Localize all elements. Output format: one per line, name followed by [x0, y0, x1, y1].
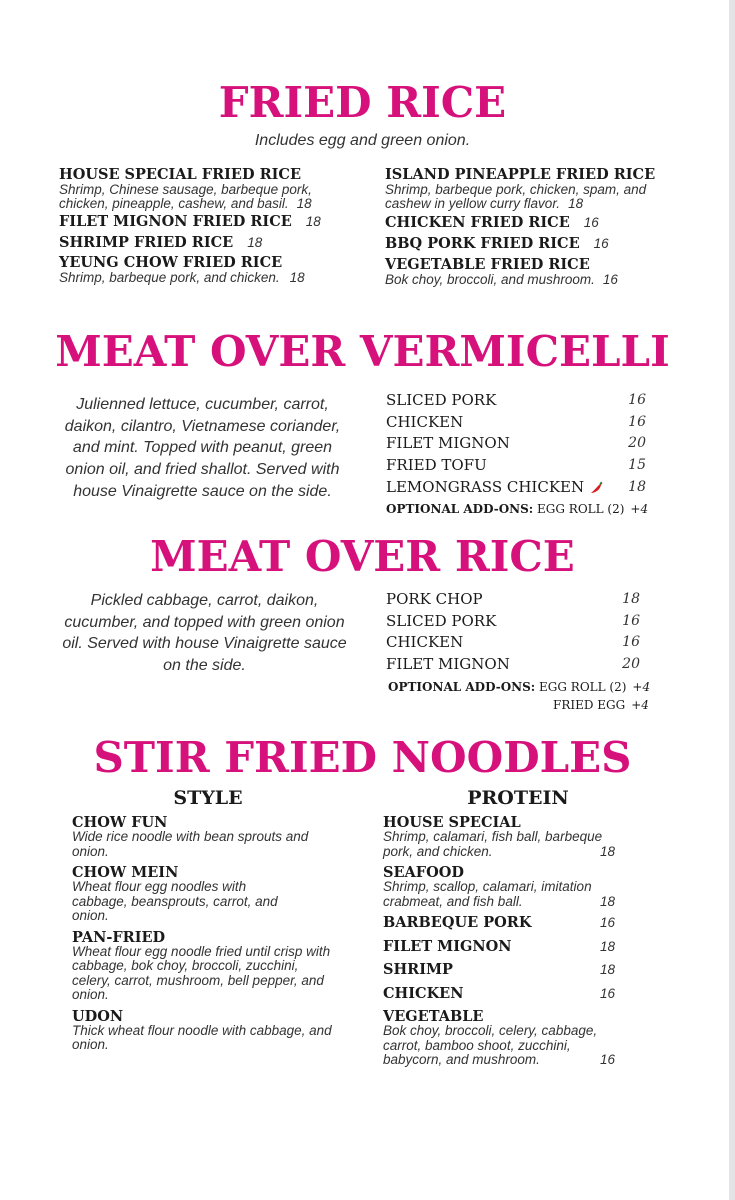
vermicelli-description: Julienned lettuce, cucumber, carrot, daikon, cilantro, Vietnamese coriander, and mint. Topped with peanut, green onion oil, and fried shallot. Served with house Vinaigrette sauce on the side. [64, 396, 341, 500]
addon-price: +4 [631, 698, 649, 712]
meat-over-rice-description: Pickled cabbage, carrot, daikon, cucumber, and topped with green onion oil. Served with house Vinaigrette sauce on the side. [62, 592, 347, 675]
addons-label: OPTIONAL ADD-ONS: [388, 680, 536, 694]
item-price: 16 [583, 215, 599, 230]
protein-header: PROTEIN [467, 787, 569, 809]
protein-name: SEAFOOD [383, 864, 464, 881]
noodle-style-item [72, 865, 340, 924]
chili-pepper-icon [588, 481, 604, 495]
item-desc-text: Shrimp, barbeque pork, and chicken. [59, 270, 280, 285]
item-desc-text: Shrimp, Chinese sausage, barbeque pork, chicken, pineapple, cashew, and basil. [59, 182, 312, 211]
addons-label: OPTIONAL ADD-ONS: [386, 501, 534, 516]
item-name: PORK CHOP [386, 590, 483, 608]
style-name: CHOW FUN [72, 814, 168, 831]
menu-item [386, 632, 640, 654]
item-price: 16 [622, 612, 640, 629]
item-price: 18 [628, 478, 646, 495]
protein-price: 18 [599, 962, 615, 977]
item-price: 18 [289, 270, 305, 285]
noodle-styles [72, 815, 340, 1053]
protein-name: CHICKEN [383, 984, 464, 1002]
meat-over-rice-items [386, 589, 640, 676]
vermicelli-title: MEAT OVER VERMICELLI [55, 327, 670, 376]
protein-price: 18 [599, 938, 615, 954]
item-description [59, 271, 329, 285]
style-description: Wheat flour egg noodle fried until crisp with cabbage, bok choy, broccoli, zucchini, celery, carrot, mushroom, bell pepper, and onion. [72, 943, 331, 1002]
noodle-style-item [72, 815, 340, 859]
menu-item [385, 257, 655, 287]
menu-item [385, 167, 655, 211]
item-price: 18 [305, 214, 321, 229]
item-name: HOUSE SPECIAL FRIED RICE [59, 166, 302, 183]
menu-item [59, 255, 329, 285]
protein-item [383, 939, 623, 955]
menu-item [59, 167, 329, 211]
protein-price: 16 [599, 985, 615, 1001]
addon-name: FRIED EGG [553, 698, 626, 712]
fried-rice-left-column [59, 167, 329, 285]
style-description: Thick wheat flour noodle with cabbage, and onion. [72, 1022, 332, 1052]
addon-price: +4 [630, 501, 649, 516]
protein-name: FILET MIGNON [383, 937, 512, 955]
protein-name: HOUSE SPECIAL [383, 814, 521, 831]
menu-item [386, 611, 640, 633]
item-name: CHICKEN [386, 412, 464, 431]
noodle-style-item [72, 1009, 340, 1053]
fried-rice-subtitle: Includes egg and green onion. [254, 132, 471, 149]
item-name: SHRIMP FRIED RICE [59, 234, 234, 251]
item-desc-text: Bok choy, broccoli, and mushroom. [385, 272, 595, 287]
addon-name: EGG ROLL (2) [537, 501, 625, 516]
menu-item [385, 236, 655, 252]
protein-description [383, 1024, 623, 1068]
optional-addons [388, 680, 650, 694]
protein-price: 18 [599, 893, 615, 909]
menu-item [386, 455, 646, 477]
fried-rice-right-column [385, 167, 655, 287]
style-name: UDON [72, 1007, 124, 1025]
item-price: 16 [593, 236, 609, 251]
protein-desc-text: Bok choy, broccoli, celery, cabbage, carrot, bamboo shoot, zucchini, babycorn, and mushroom. [383, 1023, 598, 1067]
style-header: STYLE [173, 787, 243, 809]
item-price: 16 [628, 413, 646, 430]
style-name: CHOW MEIN [72, 864, 179, 881]
item-name: FRIED TOFU [386, 456, 487, 475]
fried-rice-title: FRIED RICE [218, 78, 507, 127]
protein-price: 18 [599, 843, 615, 859]
item-description [385, 273, 655, 287]
menu-item [386, 589, 640, 611]
optional-addon-second [553, 698, 649, 712]
menu-item [386, 412, 646, 434]
protein-name: SHRIMP [383, 961, 453, 978]
style-description: Wheat flour egg noodles with cabbage, beansprouts, carrot, and onion. [72, 879, 278, 923]
protein-item [383, 915, 623, 931]
protein-price: 16 [599, 1052, 615, 1067]
menu-item [386, 477, 646, 499]
menu-item [386, 433, 646, 455]
item-description [385, 183, 655, 211]
item-price: 15 [628, 457, 646, 474]
protein-item [383, 1009, 623, 1068]
item-desc-text: Shrimp, barbeque pork, chicken, spam, and cashew in yellow curry flavor. [385, 182, 647, 211]
addon-name: EGG ROLL (2) [539, 680, 627, 694]
protein-item [383, 815, 623, 859]
item-name: SLICED PORK [386, 611, 497, 630]
item-name: FILET MIGNON FRIED RICE [59, 213, 292, 230]
item-price: 16 [622, 634, 640, 651]
style-name: PAN-FRIED [72, 928, 166, 946]
item-price: 18 [622, 591, 640, 607]
item-name: FILET MIGNON [386, 655, 510, 674]
item-name: FILET MIGNON [386, 434, 510, 453]
protein-desc-text: Shrimp, calamari, fish ball, barbeque pork, and chicken. [383, 829, 603, 859]
protein-item [383, 865, 623, 909]
item-price: 18 [247, 235, 263, 250]
menu-item [59, 214, 329, 230]
item-name: SLICED PORK [386, 391, 497, 409]
item-price: 16 [602, 272, 618, 287]
item-price: 16 [628, 392, 646, 408]
menu-item [386, 654, 640, 676]
noodle-style-item [72, 930, 340, 1003]
item-description [59, 183, 329, 211]
style-description: Wide rice noodle with bean sprouts and onion. [72, 829, 309, 859]
page-edge [729, 0, 735, 1200]
protein-description [383, 830, 623, 859]
item-name: YEUNG CHOW FRIED RICE [59, 254, 283, 271]
protein-item [383, 986, 623, 1002]
noodle-proteins [383, 815, 623, 1068]
menu-item [59, 235, 329, 251]
item-name: VEGETABLE FRIED RICE [385, 256, 590, 273]
meat-over-rice-title: MEAT OVER RICE [150, 532, 575, 581]
item-price: 20 [622, 656, 640, 673]
optional-addons [386, 501, 649, 516]
protein-name: BARBEQUE PORK [383, 914, 532, 931]
item-price: 20 [628, 435, 646, 452]
protein-description [383, 880, 623, 909]
protein-item [383, 962, 623, 978]
item-name: ISLAND PINEAPPLE FRIED RICE [385, 166, 656, 183]
item-price: 18 [296, 196, 312, 211]
item-price: 18 [568, 196, 584, 211]
vermicelli-items [386, 390, 649, 516]
addon-price: +4 [632, 680, 651, 694]
item-name: CHICKEN FRIED RICE [385, 214, 570, 231]
protein-price: 16 [599, 915, 615, 930]
item-name: LEMONGRASS CHICKEN [386, 477, 585, 496]
item-name: CHICKEN [386, 633, 464, 652]
menu-item [385, 215, 655, 231]
stir-fried-noodles-title: STIR FRIED NOODLES [93, 733, 632, 782]
item-name: BBQ PORK FRIED RICE [385, 235, 580, 252]
protein-desc-text: Shrimp, scallop, calamari, imitation crabmeat, and fish ball. [383, 879, 592, 909]
protein-name: VEGETABLE [383, 1008, 484, 1025]
menu-item [386, 390, 646, 412]
